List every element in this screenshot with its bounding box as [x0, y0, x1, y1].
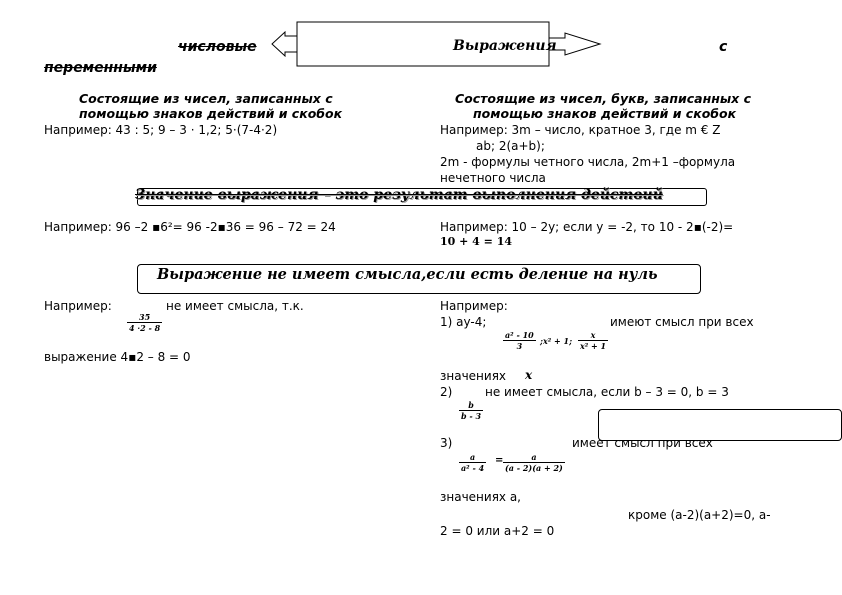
right-example-1: Например: 3m – число, кратное 3, где m € Z: [440, 123, 721, 137]
fraction-b: [459, 400, 483, 421]
fraction-separator: ;x² + 1;: [540, 336, 573, 346]
variable-x: x: [525, 368, 533, 382]
right-title-1: Состоящие из чисел, букв, записанных с: [455, 91, 752, 106]
fraction-numerator: a: [459, 452, 486, 463]
nosense-left-1: Например:: [44, 299, 112, 313]
fraction-numerator: x: [578, 330, 608, 341]
header-center: Выражения: [453, 38, 557, 54]
nosense-right-5b: имеет смысл при всех: [572, 436, 713, 450]
fraction-denominator: 4 ·2 - 8: [129, 323, 161, 333]
value-left: Например: 96 –2 ▪6²= 96 -2▪36 = 96 – 72 = 24: [44, 220, 336, 234]
left-arrow: [272, 32, 297, 56]
left-title-1: Состоящие из чисел, записанных с: [79, 91, 333, 106]
nosense-right-1: Например:: [440, 299, 508, 313]
fraction-numerator: a² - 10: [505, 330, 534, 340]
fraction-denominator: 3: [516, 341, 523, 351]
value-right-2: 10 + 4 = 14: [440, 235, 513, 248]
fraction-a2-10: [503, 330, 536, 351]
nosense-right-8: 2 = 0 или a+2 = 0: [440, 524, 555, 538]
nosense-right-6: значениях а,: [440, 490, 521, 504]
nosense-right-7: кроме (a-2)(a+2)=0, a-: [628, 508, 771, 522]
fraction-35: [127, 312, 162, 333]
nosense-right-3: значениях: [440, 369, 507, 383]
fraction-numerator: 35: [127, 312, 162, 323]
fraction-a-over-product: [503, 452, 565, 473]
header-left: числовые: [178, 39, 257, 55]
left-example: Например: 43 : 5; 9 – 3 · 1,2; 5·(7-4·2): [44, 123, 278, 137]
fraction-a-over-a2-4: [459, 452, 486, 473]
right-example-2: ab; 2(a+b);: [476, 139, 545, 153]
right-title-2: помощью знаков действий и скобок: [473, 106, 737, 121]
nosense-right-2: 1) ay-4;: [440, 315, 487, 329]
header-right-2: переменными: [44, 60, 157, 76]
nosense-left-2: выражение 4▪2 – 8 = 0: [44, 350, 191, 364]
fraction-denominator: x² + 1: [580, 341, 607, 351]
nosense-right-2b: имеют смысл при всех: [610, 315, 754, 329]
value-right-1: Например: 10 – 2y; если y = -2, то 10 - 2▪(-2)=: [440, 220, 734, 234]
fraction-denominator: a² - 4: [461, 463, 485, 473]
header-right-1: с: [719, 39, 728, 55]
fraction-denominator: (a - 2)(a + 2): [505, 463, 563, 473]
left-title-2: помощью знаков действий и скобок: [79, 106, 343, 121]
fraction-denominator: b - 3: [461, 411, 482, 421]
nosense-right-5a: 3): [440, 436, 453, 450]
right-example-3: 2m - формулы четного числа, 2m+1 –формула: [440, 155, 736, 169]
fraction-numerator: a: [503, 452, 565, 463]
fraction-x: [578, 330, 608, 351]
value-banner-text: Значение выражения – это результат выполнения действий: [135, 187, 663, 203]
equals-sign: =: [495, 455, 504, 466]
nosense-banner-text: Выражение не имеет смысла,если есть деление на нуль: [157, 266, 658, 283]
nosense-right-4b: не имеет смысла, если b – 3 = 0, b = 3: [485, 385, 729, 399]
right-example-4: нечетного числа: [440, 171, 546, 185]
fraction-numerator: b: [459, 400, 483, 411]
nosense-left-1b: не имеет смысла, т.к.: [166, 299, 304, 313]
nosense-right-4a: 2): [440, 385, 453, 399]
